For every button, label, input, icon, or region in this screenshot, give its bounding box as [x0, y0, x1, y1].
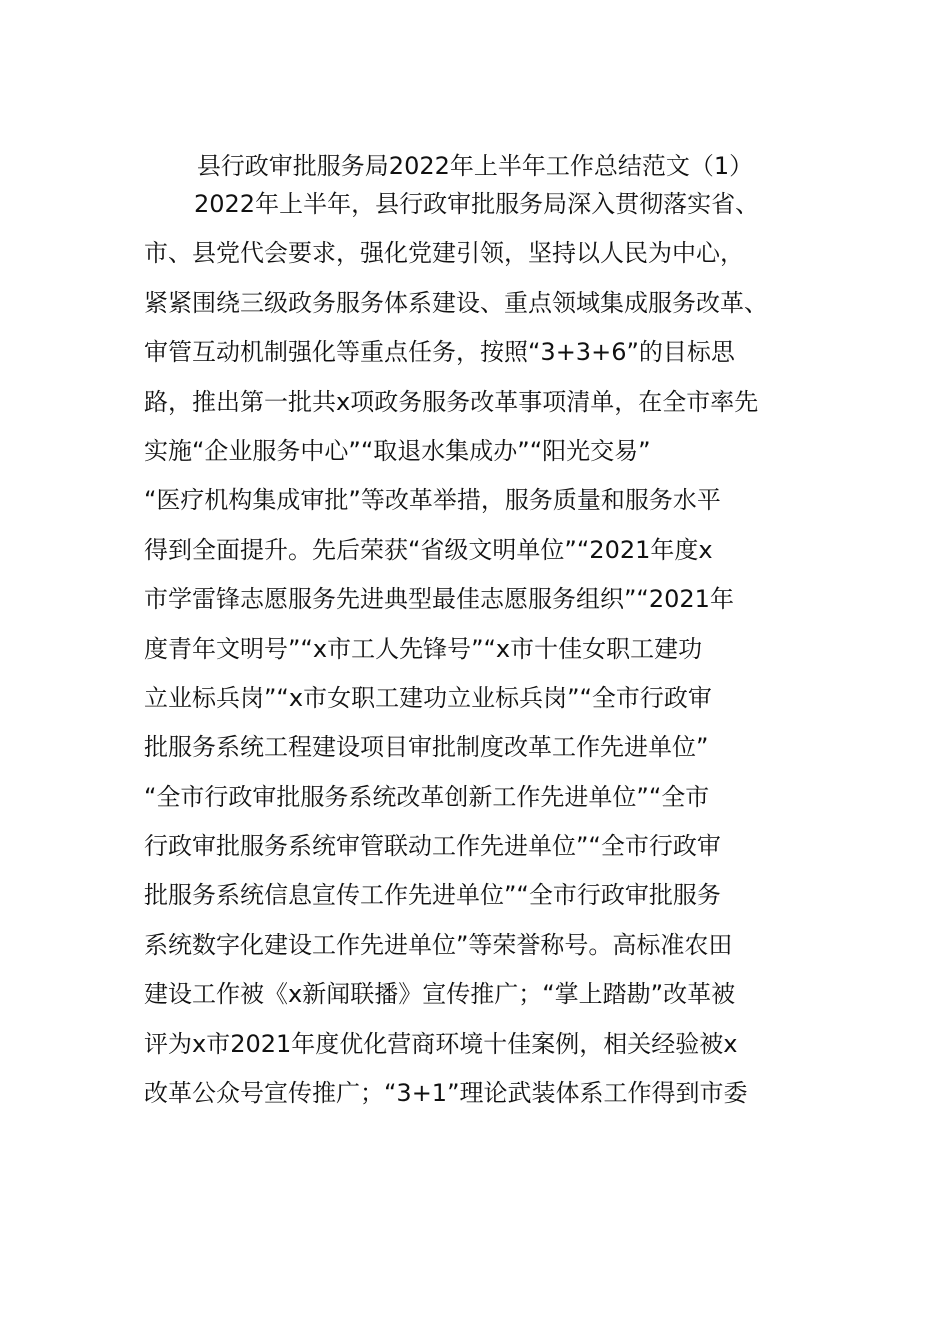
body-line: 行政审批服务系统审管联动工作先进单位”“全市行政审: [144, 832, 721, 861]
body-line: 评为x市2021年度优化营商环境十佳案例，相关经验被x: [144, 1029, 738, 1058]
body-line: 得到全面提升。先后荣获“省级文明单位”“2021年度x: [144, 535, 713, 564]
body-line: 审管互动机制强化等重点任务，按照“3+3+6”的目标思: [144, 338, 735, 367]
body-line: 批服务系统信息宣传工作先进单位”“全市行政审批服务: [144, 881, 721, 910]
body-line: 实施“企业服务中心”“取退水集成办”“阳光交易”: [144, 436, 651, 465]
body-line: 路，推出第一批共x项政务服务改革事项清单，在全市率先: [144, 387, 759, 416]
body-line: 建设工作被《x新闻联播》宣传推广；“掌上踏勘”改革被: [144, 980, 736, 1009]
body-line: 市、县党代会要求，强化党建引领，坚持以人民为中心，: [144, 239, 744, 268]
body-line: 批服务系统工程建设项目审批制度改革工作先进单位”: [144, 733, 709, 762]
document-title: 县行政审批服务局2022年上半年工作总结范文（1）: [196, 152, 754, 180]
body-line: 紧紧围绕三级政务服务体系建设、重点领域集成服务改革、: [144, 288, 768, 317]
body-line: “医疗机构集成审批”等改革举措，服务质量和服务水平: [144, 486, 721, 515]
body-line: 市学雷锋志愿服务先进典型最佳志愿服务组织”“2021年: [144, 585, 734, 614]
body-line: 改革公众号宣传推广；“3+1”理论武装体系工作得到市委: [144, 1079, 748, 1108]
document-body: [144, 180, 816, 1118]
body-line: 系统数字化建设工作先进单位”等荣誉称号。高标准农田: [144, 930, 733, 959]
body-line: 2022年上半年，县行政审批服务局深入贯彻落实省、: [194, 190, 760, 218]
body-line: 度青年文明号”“x市工人先锋号”“x市十佳女职工建功: [144, 634, 703, 663]
body-line: 立业标兵岗”“x市女职工建功立业标兵岗”“全市行政审: [144, 683, 712, 712]
body-line: “全市行政审批服务系统改革创新工作先进单位”“全市: [144, 782, 710, 811]
